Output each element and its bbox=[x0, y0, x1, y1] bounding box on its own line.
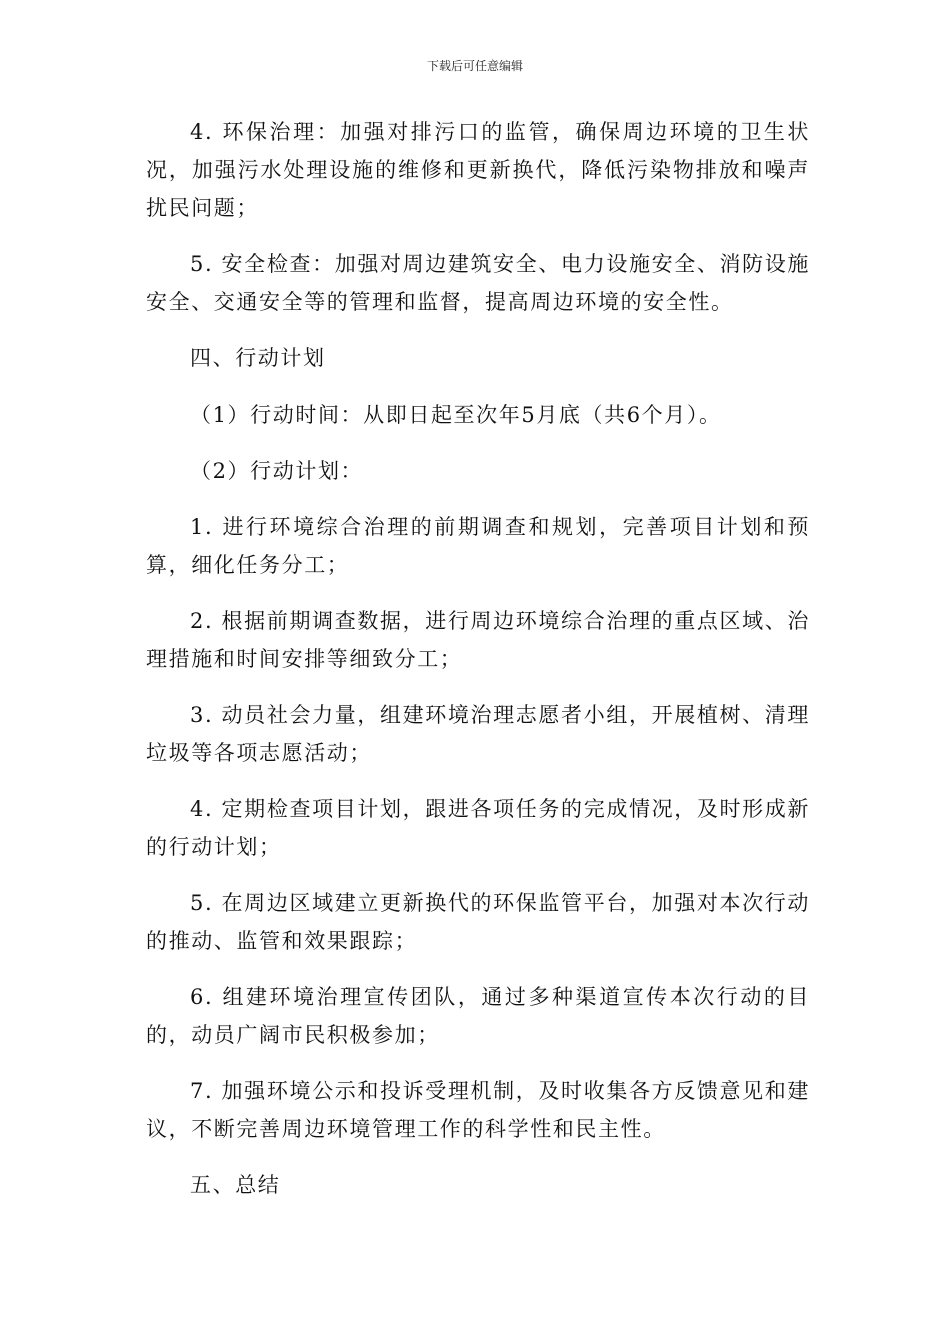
paragraph-action-plan-intro: （2）行动计划： bbox=[190, 459, 364, 483]
paragraph-environmental-governance: 4. 环保治理：加强对排污口的监管，确保周边环境的卫生状况，加强污水处理设施的维修和更新换代，降低污染物排放和噪声扰民问题； bbox=[146, 120, 810, 220]
document-body bbox=[146, 113, 810, 1223]
section-heading-summary: 五、总结 bbox=[190, 1173, 281, 1197]
plan-item-4: 4. 定期检查项目计划，跟进各项任务的完成情况，及时形成新的行动计划； bbox=[146, 797, 810, 859]
plan-item-6: 6. 组建环境治理宣传团队，通过多种渠道宣传本次行动的目的，动员广阔市民积极参加； bbox=[146, 985, 810, 1047]
plan-item-1: 1. 进行环境综合治理的前期调查和规划，完善项目计划和预算，细化任务分工； bbox=[146, 515, 810, 577]
plan-item-5: 5. 在周边区域建立更新换代的环保监管平台，加强对本次行动的推动、监管和效果跟踪； bbox=[146, 891, 810, 953]
paragraph-action-time: （1）行动时间：从即日起至次年5月底（共6个月）。 bbox=[190, 403, 722, 427]
page-header-note: 下载后可任意编辑 bbox=[426, 59, 523, 73]
section-heading-action-plan: 四、行动计划 bbox=[190, 346, 326, 370]
plan-item-7: 7. 加强环境公示和投诉受理机制，及时收集各方反馈意见和建议，不断完善周边环境管理工作的科学性和民主性。 bbox=[146, 1079, 810, 1141]
plan-item-3: 3. 动员社会力量，组建环境治理志愿者小组，开展植树、清理垃圾等各项志愿活动； bbox=[146, 703, 810, 765]
plan-item-2: 2. 根据前期调查数据，进行周边环境综合治理的重点区域、治理措施和时间安排等细致分工； bbox=[146, 609, 810, 671]
paragraph-safety-inspection: 5. 安全检查：加强对周边建筑安全、电力设施安全、消防设施安全、交通安全等的管理和监督，提高周边环境的安全性。 bbox=[146, 252, 810, 314]
